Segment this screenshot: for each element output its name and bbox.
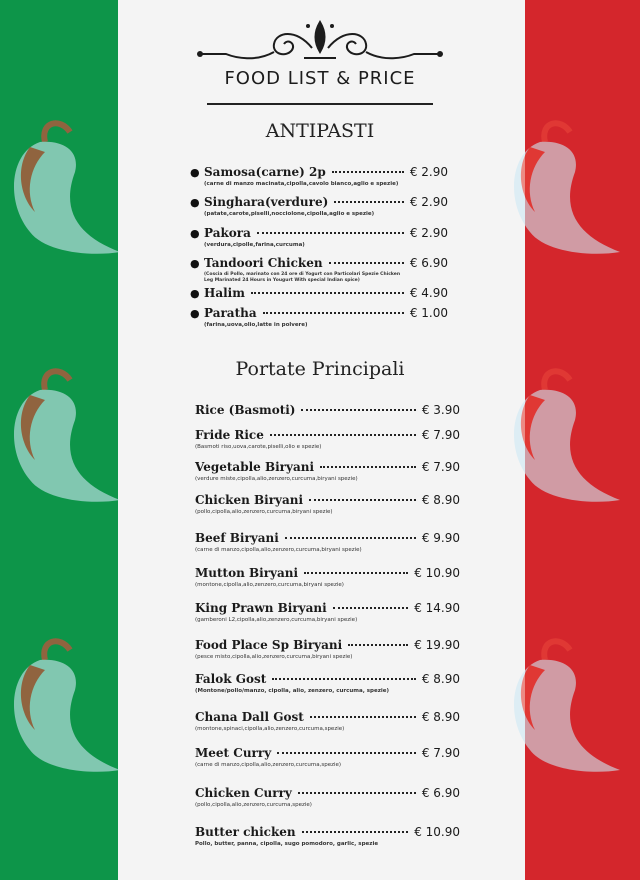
dot-leader [329, 262, 404, 264]
bullet-icon: ● [190, 196, 200, 209]
item-description: (gamberoni L2,cipolla,alio,zenzero,curcuma,biryani spezie) [195, 617, 358, 623]
menu-item [190, 286, 448, 300]
item-name: Chana Dall Gost [195, 710, 304, 724]
section-title-principali: Portate Principali [235, 358, 405, 380]
item-price: € 8.90 [421, 672, 460, 686]
ornament-flourish-icon [196, 18, 444, 64]
bullet-icon: ● [190, 307, 200, 320]
item-description: (pollo,cipolla,alio,zenzero,curcuma,biryani spezie) [195, 509, 333, 515]
item-name: Samosa(carne) 2p [204, 165, 326, 179]
item-description: (carne di manzo macinata,cipolla,cavolo bianco,aglio e spezie) [204, 181, 399, 187]
item-name: Mutton Biryani [195, 566, 299, 580]
item-name: Singhara(verdure) [204, 195, 329, 209]
item-name: Chicken Biryani [195, 493, 304, 507]
item-description: (montone,cipolla,alio,zenzero,curcuma,biryani spezie) [195, 582, 344, 588]
menu-item [195, 460, 460, 483]
item-description: (Basmoti riso,uova,carote,piselli,olio e spezie) [195, 444, 322, 450]
menu-item [195, 493, 460, 516]
item-description: (patate,carote,piselli,nocciolone,cipolla,aglio e spezie) [204, 211, 375, 217]
menu-item [195, 786, 460, 809]
item-name: Food Place Sp Biryani [195, 638, 343, 652]
item-price: € 14.90 [414, 601, 460, 615]
dot-leader [333, 607, 408, 609]
menu-item [195, 746, 460, 769]
dot-leader [302, 831, 409, 833]
menu-item [195, 672, 460, 695]
item-name: Rice (Basmoti) [195, 403, 296, 417]
item-description: (Montone/pollo/manzo, cipolla, alio, zenzero, curcuma, spezie) [195, 688, 390, 694]
item-price: € 1.00 [409, 306, 448, 320]
item-description: Pollo, butter, panna, cipolla, sugo pomodoro, garlic, spezie [195, 841, 379, 847]
chili-pepper-icon [500, 630, 640, 780]
item-description: (farina,uova,olio,latte in polvere) [204, 322, 308, 328]
chili-pepper-icon [0, 360, 140, 510]
dot-leader [320, 466, 416, 468]
item-description: (carne di manzo,cipolla,alio,zenzero,curcuma,spezie) [195, 762, 342, 768]
item-price: € 3.90 [421, 403, 460, 417]
page-title: FOOD LIST & PRICE [224, 68, 416, 89]
item-description: (carne di manzo,cipolla,alio,zenzero,curcuma,biryani spezie) [195, 547, 362, 553]
dot-leader [277, 752, 416, 754]
menu-item [190, 256, 448, 283]
item-description: (verdure miste,cipolla,alio,zenzero,curcuma,biryani spezie) [195, 476, 358, 482]
item-name: Tandoori Chicken [204, 256, 323, 270]
item-price: € 8.90 [421, 493, 460, 507]
item-name: Meet Curry [195, 746, 272, 760]
bullet-icon: ● [190, 227, 200, 240]
item-name: Butter chicken [195, 825, 296, 839]
item-name: Falok Gost [195, 672, 267, 686]
item-name: Paratha [204, 306, 257, 320]
chili-pepper-icon [0, 630, 140, 780]
dot-leader [263, 312, 404, 314]
menu-item [195, 710, 460, 733]
menu-header [196, 18, 444, 105]
bullet-icon: ● [190, 287, 200, 300]
dot-leader [285, 537, 416, 539]
bullet-icon: ● [190, 166, 200, 179]
item-description: (verdura,cipolle,farina,curcuma) [204, 242, 305, 248]
dot-leader [334, 201, 404, 203]
menu-item [190, 226, 448, 249]
chili-pepper-icon [500, 360, 640, 510]
menu-item [190, 165, 448, 188]
menu-item [190, 306, 448, 329]
item-price: € 2.90 [409, 226, 448, 240]
title-divider [207, 103, 433, 105]
menu-item [195, 825, 460, 848]
menu-item [195, 428, 460, 451]
chili-pepper-icon [0, 112, 140, 262]
item-description: (pollo,cipolla,alio,zenzero,curcuma,spezie) [195, 802, 312, 808]
section-title-antipasti: ANTIPASTI [265, 120, 375, 142]
item-name: Fride Rice [195, 428, 264, 442]
bullet-icon: ● [190, 257, 200, 270]
item-name: Beef Biryani [195, 531, 279, 545]
menu-item [195, 531, 460, 554]
dot-leader [310, 716, 416, 718]
item-price: € 7.90 [421, 746, 460, 760]
dot-leader [301, 409, 415, 411]
dot-leader [304, 572, 408, 574]
item-name: Vegetable Biryani [195, 460, 315, 474]
dot-leader [309, 499, 416, 501]
menu-item [195, 566, 460, 589]
item-price: € 19.90 [414, 638, 460, 652]
item-description: (pesce misto,cipolla,alio,zenzero,curcuma,biryani spezie) [195, 654, 353, 660]
item-price: € 2.90 [409, 195, 448, 209]
item-name: Chicken Curry [195, 786, 292, 800]
item-price: € 8.90 [421, 710, 460, 724]
dot-leader [332, 171, 404, 173]
item-description: (montone,spinaci,cipolla,alio,zenzero,curcuma,spezie) [195, 726, 345, 732]
item-price: € 4.90 [409, 286, 448, 300]
dot-leader [257, 232, 404, 234]
item-description: (Coscia di Pollo, marinato con 24 ore di Yogurt con Particolari Spezie Chicken Leg Marinated 24 Hours in Yougurt With special Indian spice) [204, 272, 401, 283]
menu-item [195, 403, 460, 417]
item-price: € 9.90 [421, 531, 460, 545]
menu-item [195, 601, 460, 624]
item-price: € 6.90 [409, 256, 448, 270]
menu-item [195, 638, 460, 661]
item-price: € 10.90 [414, 566, 460, 580]
dot-leader [270, 434, 416, 436]
item-price: € 7.90 [421, 428, 460, 442]
item-name: Pakora [204, 226, 251, 240]
item-name: Halim [204, 286, 245, 300]
item-price: € 6.90 [421, 786, 460, 800]
item-name: King Prawn Biryani [195, 601, 327, 615]
menu-item [190, 195, 448, 218]
chili-pepper-icon [500, 112, 640, 262]
dot-leader [272, 678, 416, 680]
dot-leader [298, 792, 416, 794]
dot-leader [348, 644, 408, 646]
item-price: € 7.90 [421, 460, 460, 474]
item-price: € 10.90 [414, 825, 460, 839]
item-price: € 2.90 [409, 165, 448, 179]
dot-leader [251, 292, 404, 294]
